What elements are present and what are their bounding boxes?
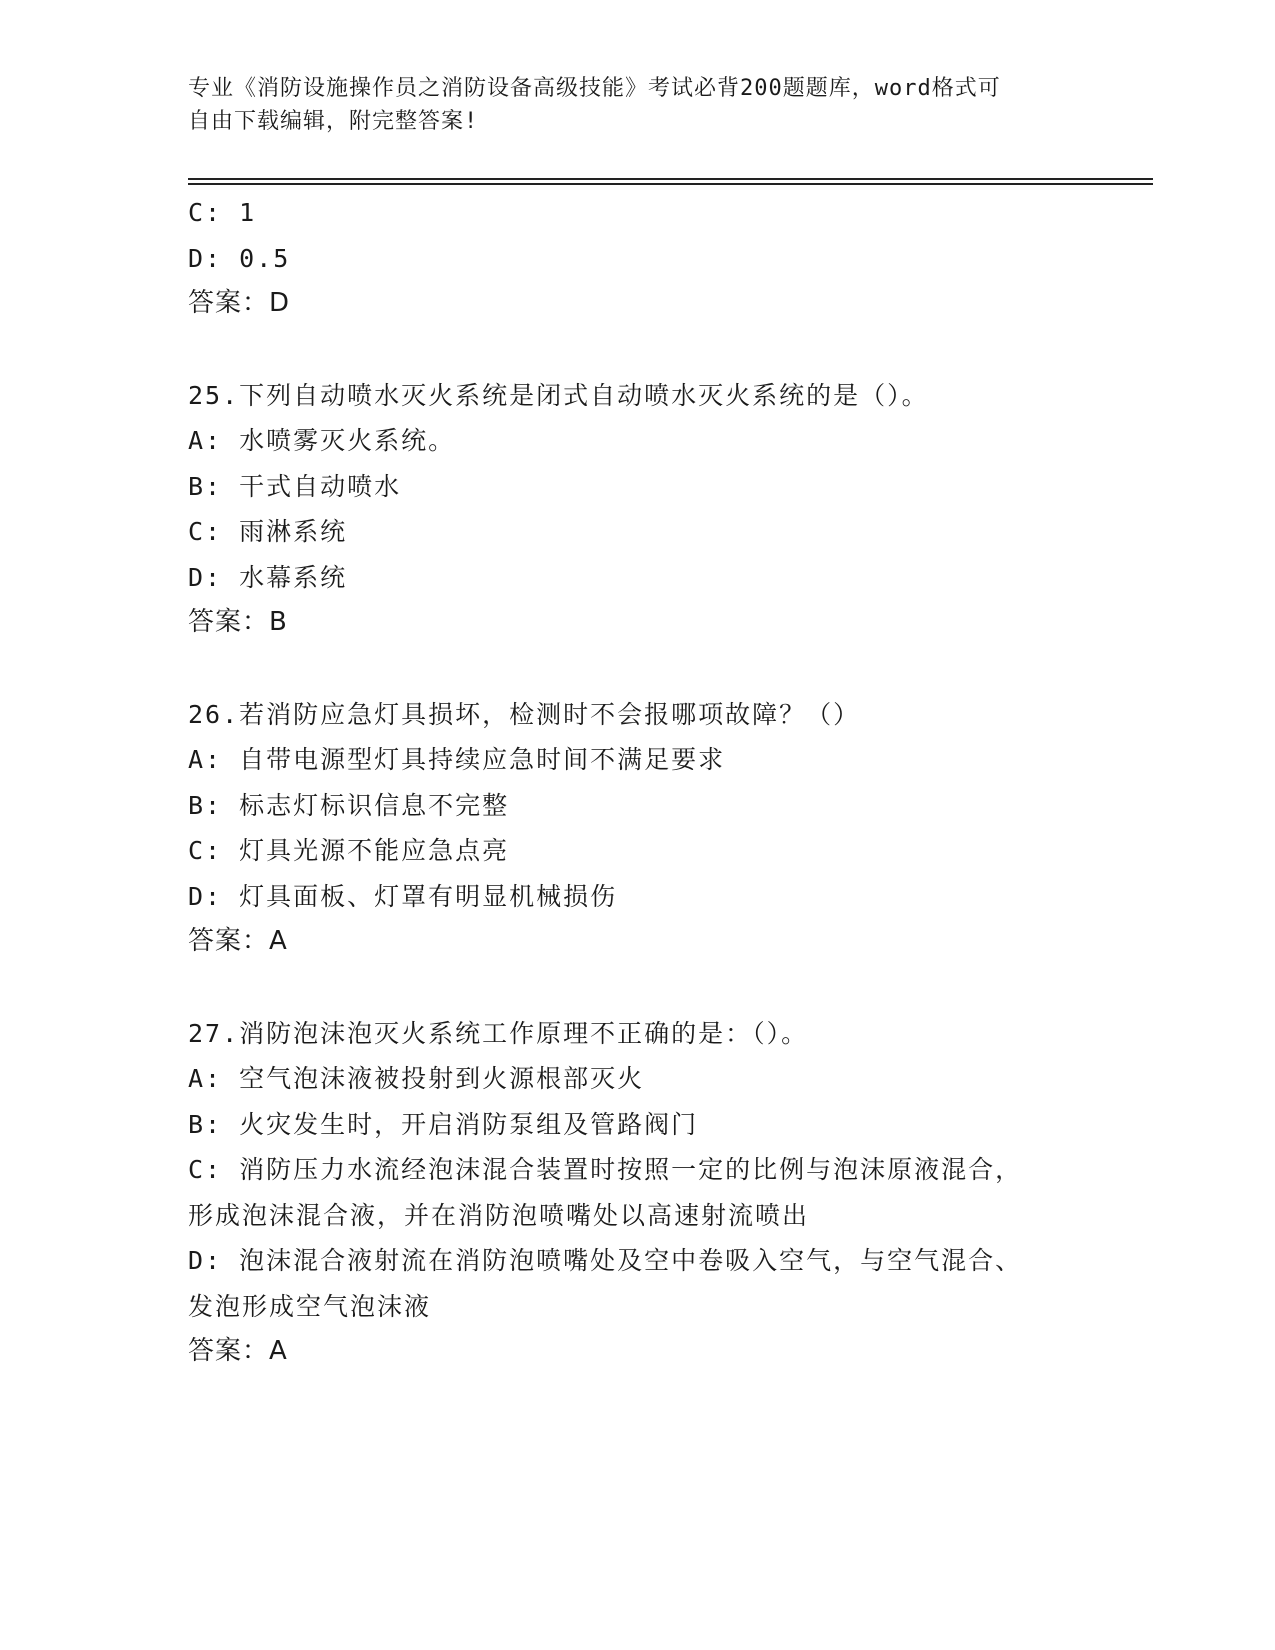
- question-text: 26.若消防应急灯具损坏，检测时不会报哪项故障？（）: [188, 699, 861, 729]
- question-25-block: [188, 373, 1108, 646]
- option-c-line-2: 形成泡沫混合液，并在消防泡喷嘴处以高速射流喷出: [188, 1200, 810, 1230]
- option-d: D: 水幕系统: [188, 562, 348, 592]
- header-rule-bottom: [188, 183, 1153, 185]
- question-content: [188, 190, 1108, 1375]
- spacer: [188, 965, 1108, 1011]
- answer-line: 答案：A: [188, 926, 288, 956]
- option-b: B: 干式自动喷水: [188, 471, 402, 501]
- question-text: 25.下列自动喷水灭火系统是闭式自动喷水灭火系统的是（）。: [188, 380, 929, 410]
- option-b: B: 火灾发生时，开启消防泵组及管路阀门: [188, 1109, 699, 1139]
- option-a: A: 水喷雾灭火系统。: [188, 426, 456, 455]
- question-text: 27.消防泡沫泡灭火系统工作原理不正确的是：（）。: [188, 1018, 809, 1048]
- document-header: [188, 72, 1068, 138]
- option-d-line-1: D: 泡沫混合液射流在消防泡喷嘴处及空中卷吸入空气，与空气混合、: [188, 1246, 1023, 1275]
- question-27-block: [188, 1011, 1108, 1375]
- option-a: A: 空气泡沫液被投射到火源根部灭火: [188, 1064, 645, 1093]
- header-line-1: 专业《消防设施操作员之消防设备高级技能》考试必背200题题库，word格式可: [188, 76, 1001, 101]
- option-a: A: 自带电源型灯具持续应急时间不满足要求: [188, 745, 726, 774]
- spacer: [188, 646, 1108, 692]
- option-d: D: 灯具面板、灯罩有明显机械损伤: [188, 881, 618, 911]
- option-d: D: 0.5: [188, 243, 291, 273]
- option-b: B: 标志灯标识信息不完整: [188, 790, 510, 820]
- option-c: C: 雨淋系统: [188, 517, 348, 546]
- answer-line: 答案：D: [188, 288, 291, 318]
- option-c-line-1: C: 消防压力水流经泡沫混合装置时按照一定的比例与泡沫原液混合，: [188, 1155, 1023, 1184]
- answer-line: 答案：B: [188, 607, 288, 637]
- header-line-2: 自由下载编辑，附完整答案!: [188, 109, 479, 134]
- spacer: [188, 327, 1108, 373]
- question-26-block: [188, 692, 1108, 965]
- option-c: C: 1: [188, 198, 257, 227]
- prev-question-block: [188, 190, 1108, 327]
- answer-line: 答案：A: [188, 1336, 288, 1366]
- header-rule-top: [188, 178, 1153, 180]
- option-d-line-2: 发泡形成空气泡沫液: [188, 1291, 432, 1321]
- option-c: C: 灯具光源不能应急点亮: [188, 836, 510, 865]
